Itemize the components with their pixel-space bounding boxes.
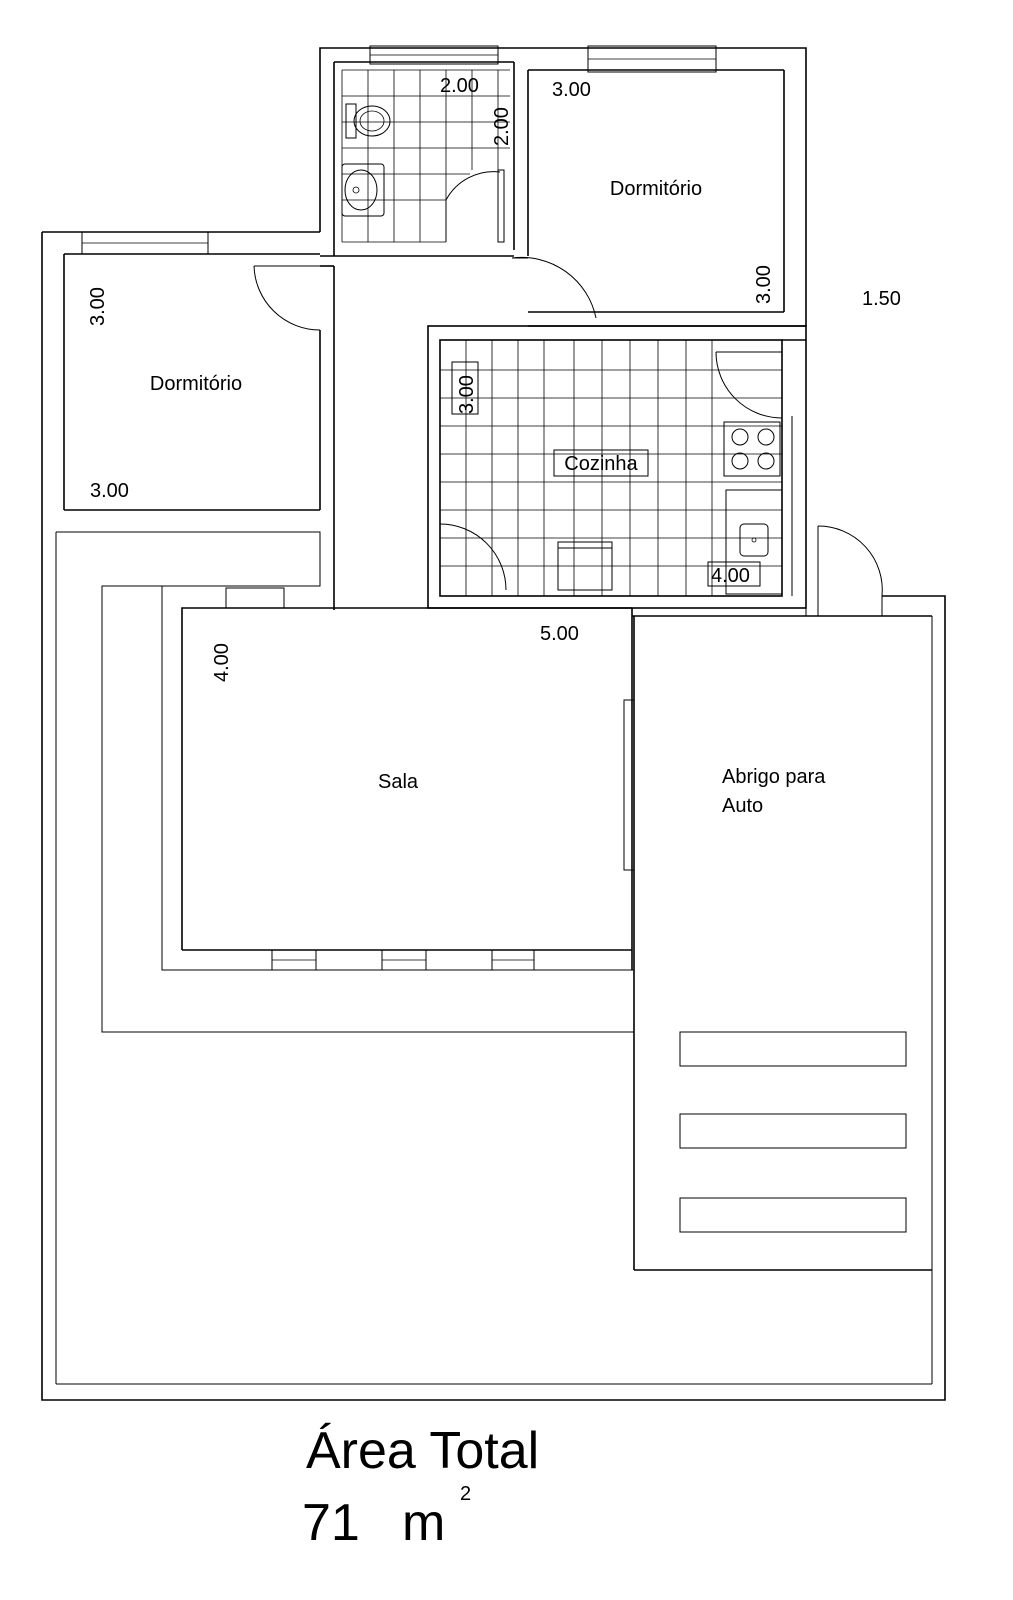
room-label-bedroom-left: Dormitório bbox=[149, 373, 243, 395]
bedroom-left-door bbox=[254, 266, 320, 330]
hallway bbox=[320, 256, 514, 326]
dim-bedroom-top-width: 3.00 bbox=[552, 79, 591, 101]
dim-bedroom-top-depth: 3.00 bbox=[753, 265, 775, 304]
total-area-unit-exponent: 2 bbox=[460, 1483, 472, 1505]
room-label-carport-line2: Auto bbox=[722, 795, 764, 817]
dim-hall-width: 1.50 bbox=[862, 288, 901, 310]
kitchen-door-right bbox=[716, 352, 782, 418]
terrace-outline bbox=[56, 532, 634, 1032]
carport-door bbox=[806, 526, 882, 616]
kitchen-door-left bbox=[440, 524, 506, 590]
dim-bedroom-left-depth: 3.00 bbox=[87, 287, 109, 326]
room-label-living: Sala bbox=[377, 771, 419, 793]
dim-bedroom-left-width: 3.00 bbox=[90, 480, 129, 502]
sink-icon bbox=[342, 164, 384, 216]
room-label-bedroom-top: Dormitório bbox=[609, 178, 703, 200]
dim-living-width: 5.00 bbox=[540, 623, 579, 645]
dim-bath-depth: 2.00 bbox=[491, 107, 513, 146]
dim-kitchen-depth: 3.00 bbox=[456, 375, 478, 414]
room-label-kitchen: Cozinha bbox=[564, 453, 638, 475]
dim-living-depth: 4.00 bbox=[211, 643, 233, 682]
total-area-label: Área Total bbox=[306, 1422, 540, 1480]
dim-kitchen-width: 4.00 bbox=[711, 565, 750, 587]
bathroom-door bbox=[446, 170, 504, 242]
stove-icon bbox=[724, 422, 780, 476]
total-area-value: 71 bbox=[302, 1494, 360, 1552]
lot-boundary bbox=[42, 232, 945, 1400]
room-label-carport-line1: Abrigo para bbox=[722, 766, 826, 788]
total-area-unit: m bbox=[402, 1494, 446, 1552]
carport bbox=[632, 526, 932, 1270]
bedroom-top-door bbox=[512, 257, 596, 318]
dim-bath-width: 2.00 bbox=[440, 75, 479, 97]
